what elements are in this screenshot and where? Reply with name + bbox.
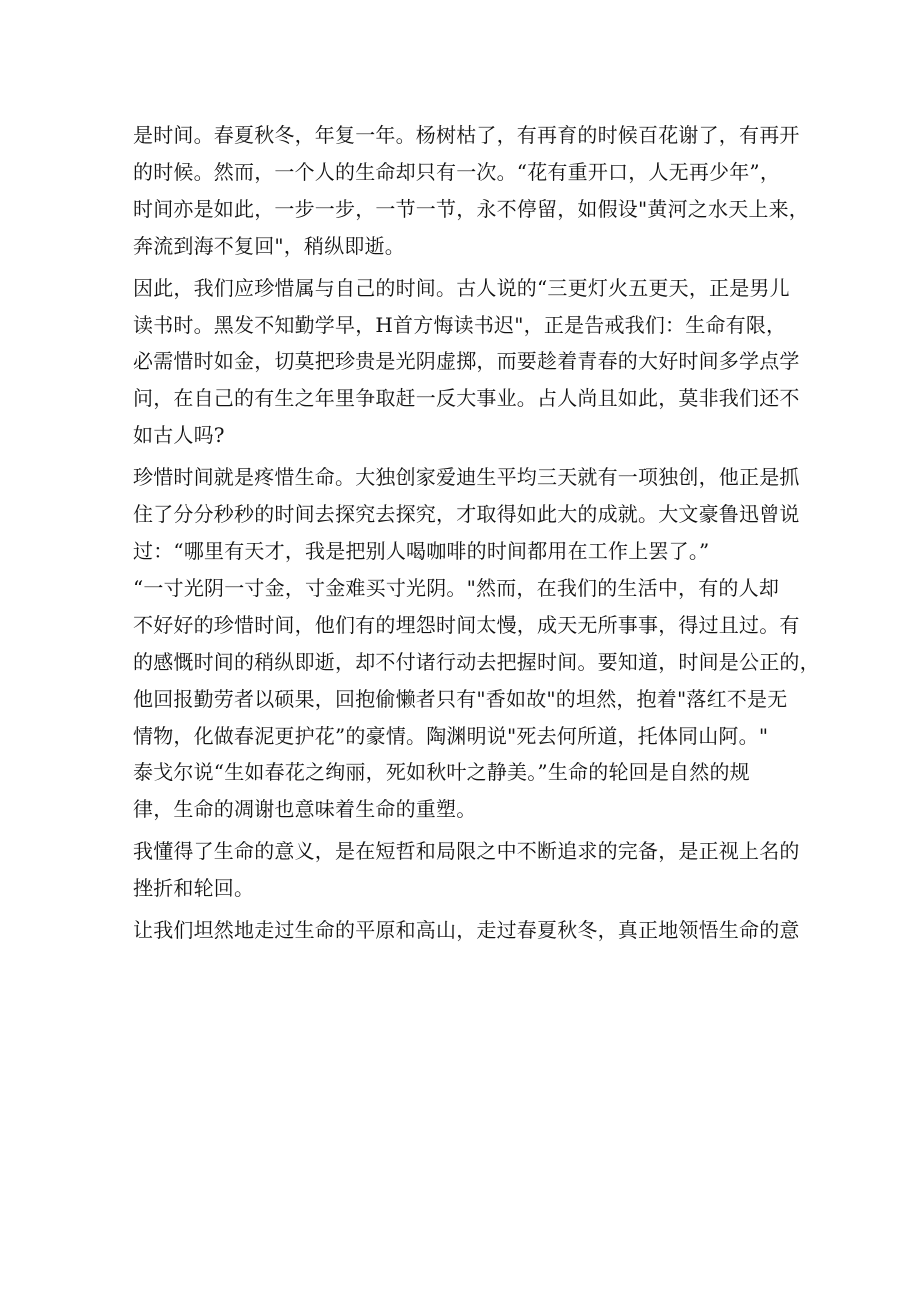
text-line: 律，生命的凋谢也意味着生命的重塑。 bbox=[133, 797, 477, 822]
text-line: 必需惜时如金，切莫把珍贵是光阴虚掷，而要趁着青春的大好时间多学点学 bbox=[133, 349, 800, 374]
text-line: 不好好的珍惜时间，他们有的埋怨时间太慢，成天无所事事，得过且过。有 bbox=[133, 612, 800, 637]
text-line: 的感慨时间的稍纵即逝，却不付诸行动去把握时间。要知道，时间是公正的， bbox=[133, 649, 820, 674]
document-body bbox=[133, 117, 820, 949]
text-line: 问，在自己的有生之年里争取赶一反大事业。占人尚且如此，莫非我们还不 bbox=[133, 386, 800, 411]
text-line: 读书时。黑发不知勤学早，H首方悔读书迟"，正是告戒我们：生命有限， bbox=[133, 312, 787, 337]
text-line: 奔流到海不复回"，稍纵即逝。 bbox=[133, 233, 405, 258]
text-line: 情物，化做春泥更护花”的豪情。陶渊明说"死去何所道，托体同山阿。" bbox=[133, 723, 769, 748]
text-line: 住了分分秒秒的时间去探究去探究，才取得如此大的成就。大文豪鲁迅曾说 bbox=[133, 502, 800, 527]
text-line: 的时候。然而，一个人的生命却只有一次。“花有重开口，人无再少年”， bbox=[133, 159, 781, 184]
text-line: 如古人吗? bbox=[133, 423, 225, 448]
text-line: 因此，我们应珍惜属与自己的时间。古人说的“三更灯火五更天，正是男儿 bbox=[133, 275, 790, 300]
text-line: 挫折和轮回。 bbox=[133, 876, 255, 901]
text-line: 珍惜时间就是疼惜生命。大独创家爱迪生平均三天就有一项独创，他正是抓 bbox=[133, 465, 800, 490]
text-line: 泰戈尔说“生如春花之绚丽，死如秋叶之静美。”生命的轮回是自然的规 bbox=[133, 760, 750, 785]
text-line: 过：“哪里有天才，我是把别人喝咖啡的时间都用在工作上罢了。” bbox=[133, 538, 710, 563]
text-line: 时间亦是如此，一步一步，一节一节，永不停留，如假设"黄河之水天上来， bbox=[133, 196, 809, 221]
text-line: 让我们坦然地走过生命的平原和高山，走过春夏秋冬，真正地领悟生命的意 bbox=[133, 918, 800, 943]
text-line: 是时间。春夏秋冬，年复一年。杨树枯了，有再育的时候百花谢了，有再开 bbox=[133, 123, 800, 147]
text-line: 他回报勤劳者以硕果，回抱偷懒者只有"香如故"的坦然，抱着"落红不是无 bbox=[133, 686, 788, 711]
text-line: 我懂得了生命的意义，是在短哲和局限之中不断追求的完备，是正视上名的 bbox=[133, 839, 800, 864]
text-line: “一寸光阴一寸金，寸金难买寸光阴。"然而，在我们的生活中，有的人却 bbox=[133, 575, 780, 600]
